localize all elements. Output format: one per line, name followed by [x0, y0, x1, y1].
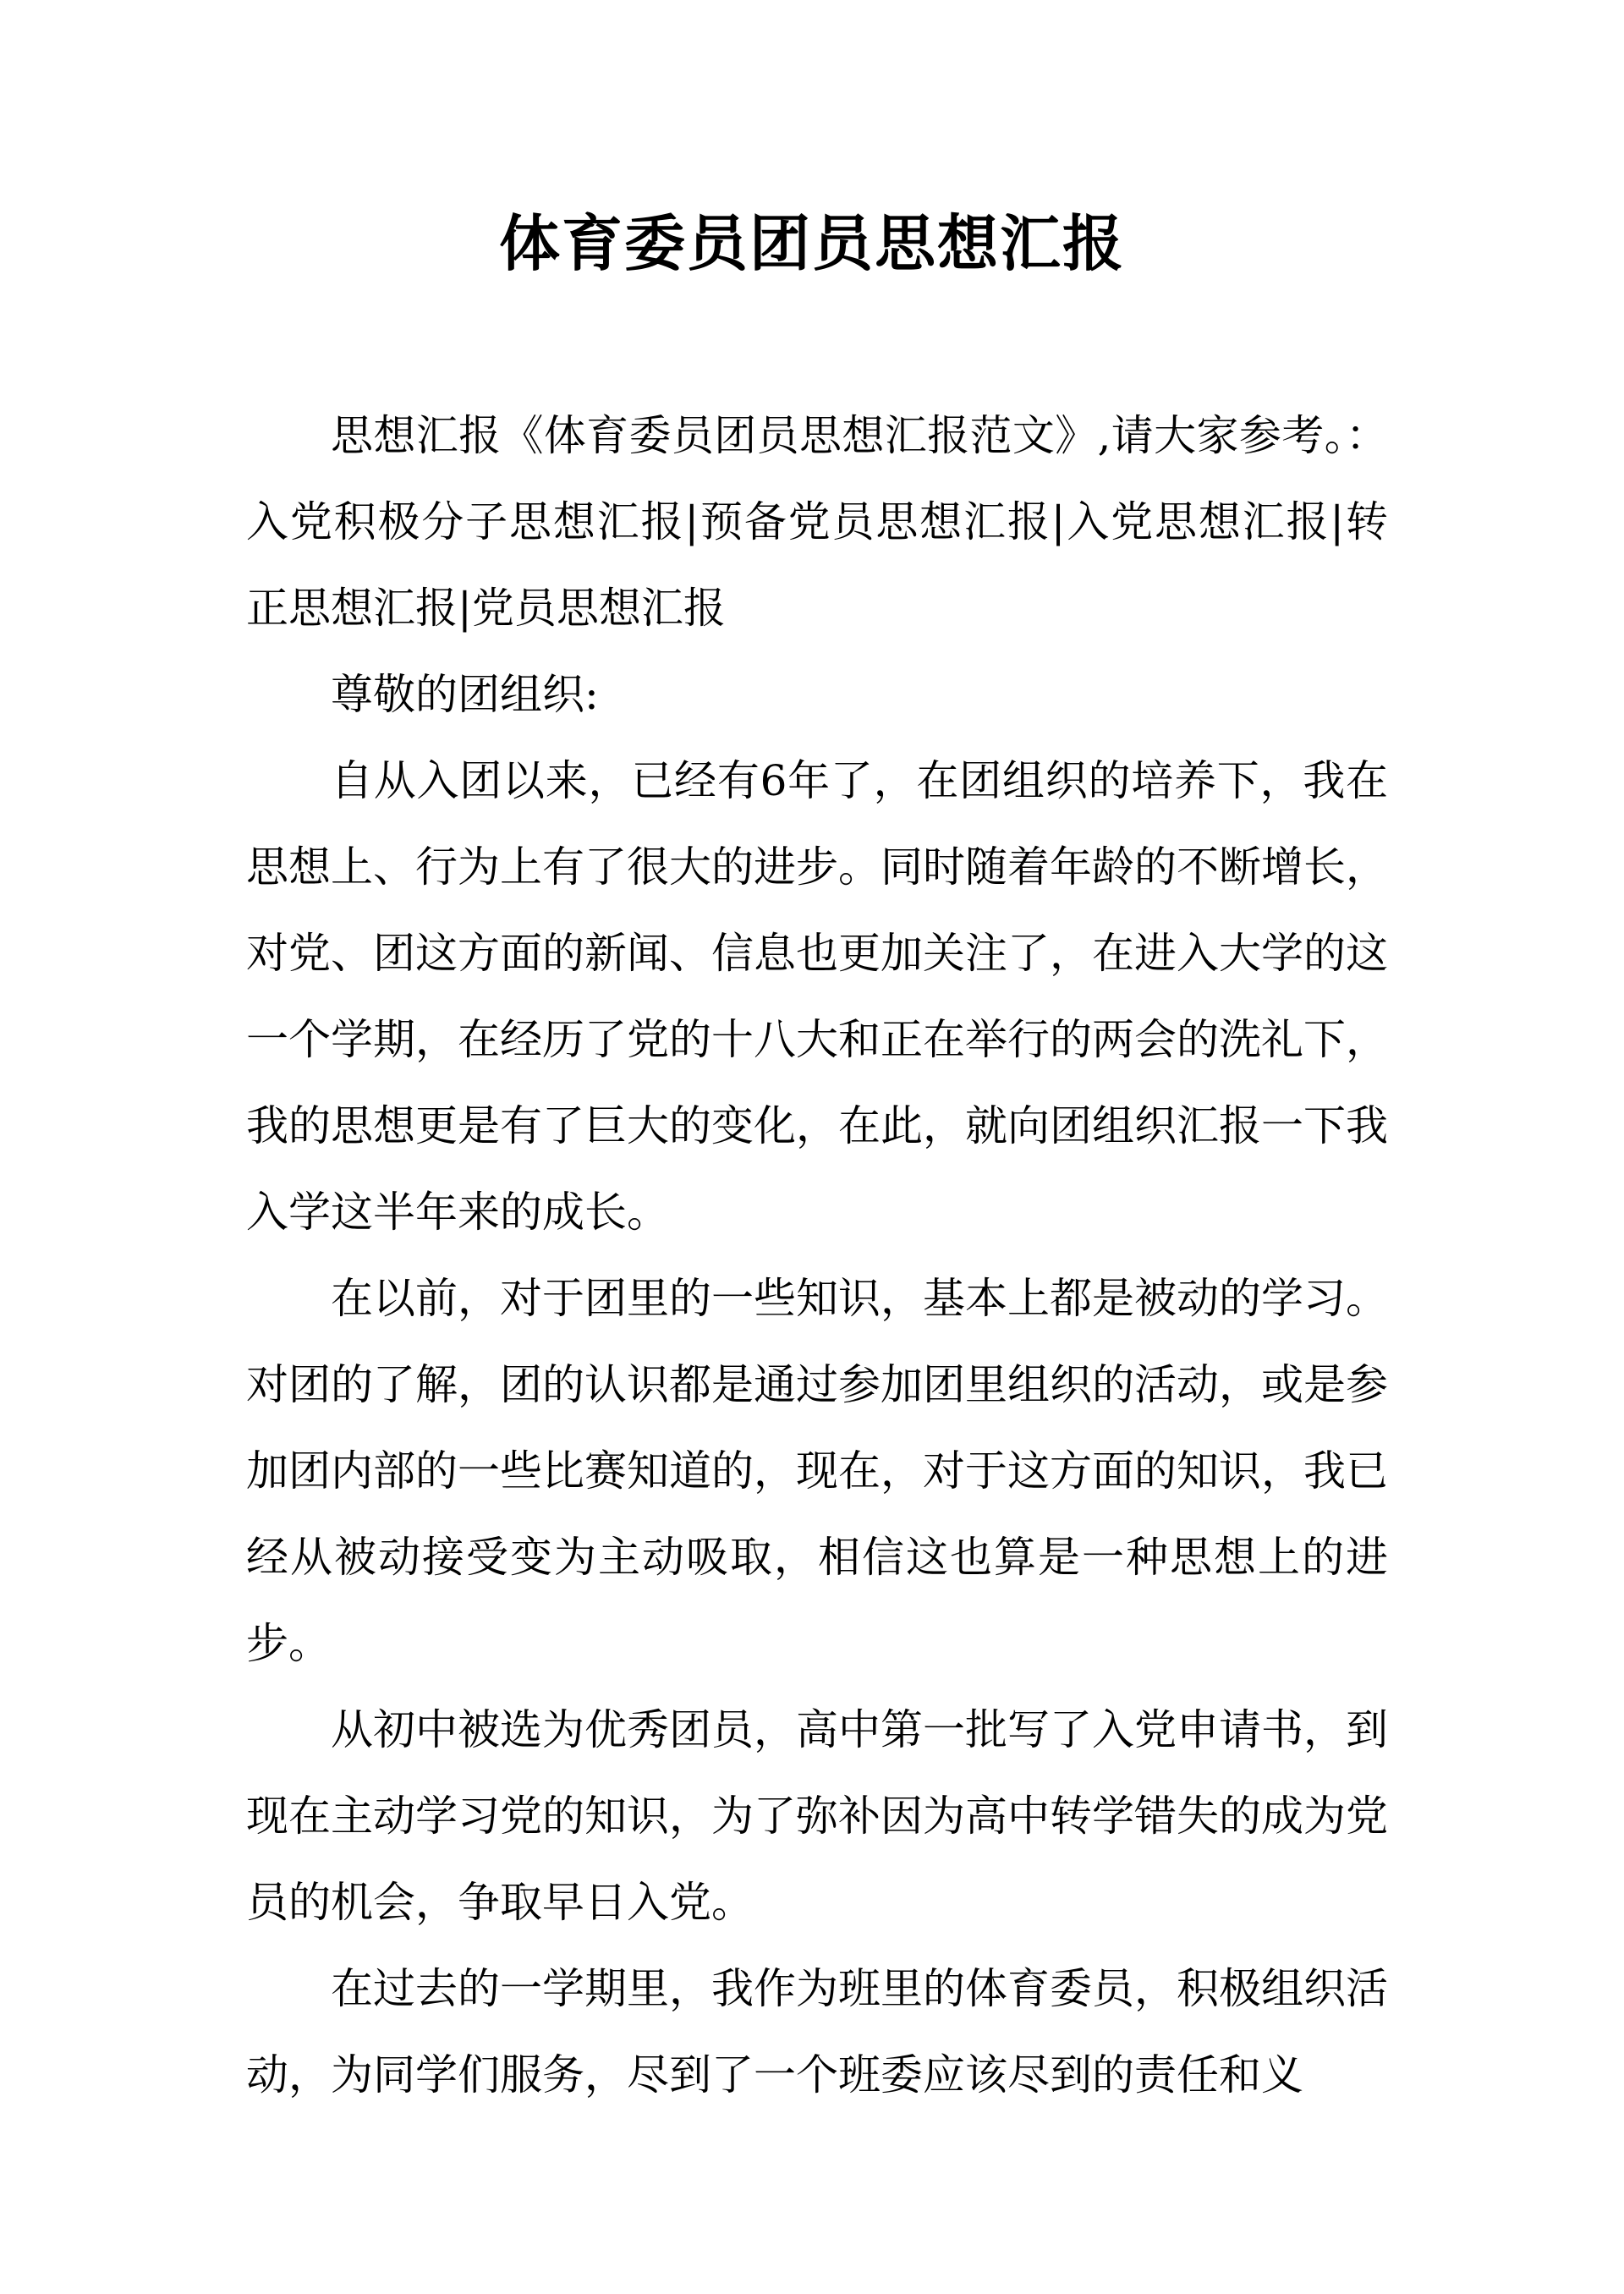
paragraph-salutation: 尊敬的团组织:	[331, 670, 599, 719]
document-body	[246, 392, 1388, 2118]
paragraph-intro: 思想汇报《体育委员团员思想汇报范文》,请大家参考。：入党积极分子思想汇报|预备党员思想汇报|入党思想汇报|转正思想汇报|党员思想汇报	[246, 411, 1388, 633]
paragraph-3: 从初中被选为优秀团员，高中第一批写了入党申请书，到现在主动学习党的知识，为了弥补因为高中转学错失的成为党员的机会，争取早日入党。	[246, 1705, 1388, 1927]
paragraph-1: 自从入团以来，已经有6年了，在团组织的培养下，我在思想上、行为上有了很大的进步。同时随着年龄的不断增长，对党、团这方面的新闻、信息也更加关注了，在进入大学的这一个学期，在经历了党的十八大和正在举行的两会的洗礼下，我的思想更是有了巨大的变化，在此，就向团组织汇报一下我入学这半年来的成长。	[246, 756, 1388, 1237]
document-title: 体育委员团员思想汇报	[498, 207, 1125, 279]
paragraph-4: 在过去的一学期里，我作为班里的体育委员，积极组织活动，为同学们服务，尽到了一个班委应该尽到的责任和义	[246, 1964, 1388, 2099]
paragraph-2: 在以前，对于团里的一些知识，基本上都是被动的学习。对团的了解，团的认识都是通过参加团里组织的活动，或是参加团内部的一些比赛知道的，现在，对于这方面的知识，我已经从被动接受变为主动吸取，相信这也算是一种思想上的进步。	[246, 1274, 1388, 1668]
